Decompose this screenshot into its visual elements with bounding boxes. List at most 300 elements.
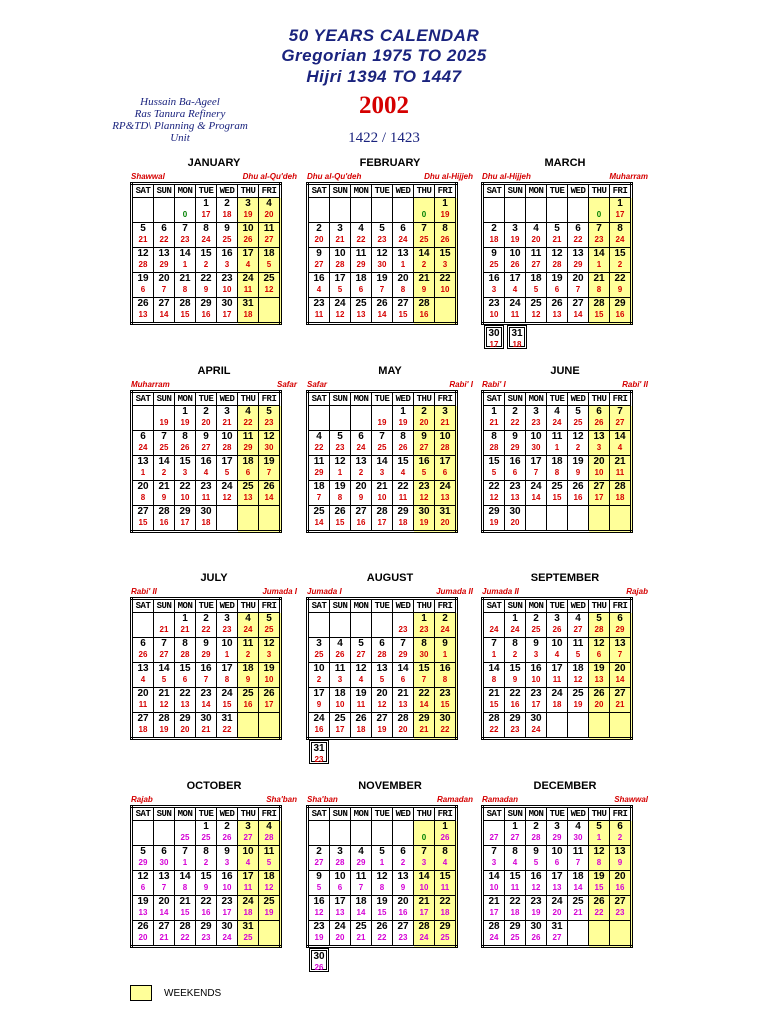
gregorian-day [610, 921, 630, 933]
gregorian-day [309, 198, 329, 210]
hijri-day: 1 [596, 260, 602, 269]
day-cell [330, 613, 351, 638]
gregorian-day: 27 [137, 506, 149, 517]
hijri-day: 21 [222, 418, 232, 427]
hijri-day: 23 [377, 235, 387, 244]
day-cell [175, 481, 196, 506]
day-cell [351, 298, 372, 324]
day-cell [505, 613, 526, 638]
weekday-header: SAT [308, 392, 330, 406]
hijri-day: 11 [510, 883, 520, 892]
gregorian-day: 19 [137, 273, 149, 284]
day-cell [610, 298, 632, 324]
hijri-day: 26 [440, 833, 450, 842]
day-cell [259, 871, 281, 896]
gregorian-day [309, 406, 329, 418]
hijri-day: 28 [180, 650, 190, 659]
gregorian-day: 10 [221, 431, 233, 442]
day-cell [568, 406, 589, 431]
gregorian-day: 16 [200, 663, 212, 674]
gregorian-day: 2 [491, 223, 497, 234]
gregorian-day [372, 821, 392, 833]
gregorian-day: 2 [512, 406, 518, 417]
gregorian-day: 2 [421, 406, 427, 417]
day-cell [217, 506, 238, 532]
hijri-day: 5 [575, 650, 581, 659]
hijri-day: 16 [243, 700, 253, 709]
month-name: APRIL [197, 365, 231, 377]
day-cell [568, 248, 589, 273]
weekday-header: FRI [259, 807, 281, 821]
gregorian-day: 6 [358, 431, 364, 442]
day-cell [238, 198, 259, 223]
hijri-day [393, 210, 413, 220]
hijri-day: 17 [531, 700, 541, 709]
gregorian-day: 21 [593, 273, 605, 284]
day-cell [610, 846, 632, 871]
gregorian-day: 15 [200, 248, 212, 259]
hijri-day: 23 [180, 235, 190, 244]
weekday-header: THU [238, 392, 259, 406]
hijri-day [133, 625, 153, 635]
gregorian-day: 30 [221, 298, 233, 309]
hijri-day: 25 [419, 235, 429, 244]
day-cell [196, 846, 217, 871]
hijri-month-names [130, 171, 298, 182]
hijri-day: 4 [316, 285, 322, 294]
hijri-day: 3 [596, 443, 602, 452]
hijri-day: 4 [203, 468, 209, 477]
day-cell [589, 298, 610, 324]
day-cell [414, 846, 435, 871]
hijri-month-start: Rajab [131, 795, 153, 804]
day-cell [547, 198, 568, 223]
day-cell [547, 846, 568, 871]
weekday-header: THU [589, 184, 610, 198]
hijri-day: 8 [182, 883, 188, 892]
day-cell [610, 613, 632, 638]
day-cell [610, 821, 632, 846]
hijri-day: 11 [138, 700, 148, 709]
hijri-day: 21 [180, 625, 190, 634]
day-cell [217, 663, 238, 688]
day-cell [330, 431, 351, 456]
hijri-day: 24 [419, 933, 429, 942]
day-cell [393, 613, 414, 638]
day-cell [175, 663, 196, 688]
gregorian-day: 22 [200, 896, 212, 907]
hijri-day: 2 [203, 260, 209, 269]
day-cell [483, 431, 505, 456]
gregorian-day: 2 [533, 821, 539, 832]
hijri-day: 22 [201, 625, 211, 634]
day-cell [547, 456, 568, 481]
day-cell [435, 663, 457, 688]
hijri-month-names [306, 379, 474, 390]
day-cell [526, 223, 547, 248]
hijri-day: 14 [356, 908, 366, 917]
hijri-day [217, 518, 237, 528]
day-cell [589, 248, 610, 273]
hijri-day: 29 [552, 833, 562, 842]
gregorian-day: 18 [242, 456, 254, 467]
gregorian-day: 3 [224, 613, 230, 624]
hijri-day: 15 [594, 883, 604, 892]
day-cell [505, 506, 526, 532]
hijri-day [547, 210, 567, 220]
gregorian-day: 10 [242, 223, 254, 234]
hijri-day: 24 [201, 235, 211, 244]
gregorian-day: 10 [551, 638, 563, 649]
day-cell [568, 431, 589, 456]
hijri-month-end: Safar [276, 380, 297, 389]
day-cell [414, 506, 435, 532]
weekday-header: FRI [610, 184, 632, 198]
day-cell [372, 298, 393, 324]
gregorian-day: 29 [509, 921, 521, 932]
hijri-day: 7 [575, 858, 581, 867]
hijri-day [330, 833, 350, 843]
hijri-day: 15 [138, 518, 148, 527]
gregorian-day: 21 [397, 688, 409, 699]
day-cell [351, 663, 372, 688]
weekday-header: TUE [547, 392, 568, 406]
hijri-day: 12 [159, 700, 169, 709]
gregorian-day [259, 713, 279, 725]
day-cell [330, 456, 351, 481]
weekday-header: SUN [505, 184, 526, 198]
day-cell [238, 406, 259, 431]
gregorian-day: 13 [572, 248, 584, 259]
day-cell [526, 481, 547, 506]
hijri-day [610, 725, 630, 735]
gregorian-day [330, 821, 350, 833]
gregorian-day: 12 [137, 248, 149, 259]
gregorian-day [568, 198, 588, 210]
day-cell [217, 298, 238, 324]
day-cell [351, 846, 372, 871]
gregorian-day: 28 [158, 506, 170, 517]
gregorian-day: 10 [530, 431, 542, 442]
day-cell [414, 198, 435, 223]
hijri-month-start: Jumada I [307, 587, 342, 596]
gregorian-day [217, 506, 237, 518]
day-cell [526, 273, 547, 298]
hijri-day: 13 [335, 908, 345, 917]
gregorian-day: 22 [614, 273, 626, 284]
gregorian-day [259, 298, 279, 310]
day-cell [154, 896, 175, 921]
hijri-day: 18 [356, 725, 366, 734]
gregorian-day: 11 [242, 638, 254, 649]
day-cell [435, 688, 457, 713]
day-cell [610, 481, 632, 506]
gregorian-day: 28 [376, 506, 388, 517]
hijri-day [259, 725, 279, 735]
day-cell [238, 298, 259, 324]
hijri-day: 25 [201, 833, 211, 842]
day-cell [154, 198, 175, 223]
gregorian-day: 14 [488, 871, 500, 882]
hijri-day: 6 [400, 675, 406, 684]
gregorian-day: 16 [488, 273, 500, 284]
hijri-day: 21 [440, 418, 450, 427]
gregorian-day: 20 [137, 481, 149, 492]
gregorian-day: 11 [313, 456, 325, 467]
hijri-day: 1 [182, 858, 188, 867]
day-cell [175, 248, 196, 273]
day-cell [259, 298, 281, 324]
gregorian-day: 28 [488, 921, 500, 932]
weekday-header: TUE [372, 807, 393, 821]
weekday-header: FRI [259, 392, 281, 406]
day-cell [526, 713, 547, 739]
hijri-day: 19 [489, 518, 499, 527]
hijri-month-names [306, 794, 474, 805]
day-cell [132, 713, 154, 739]
day-cell [308, 198, 330, 223]
gregorian-day: 8 [182, 638, 188, 649]
gregorian-day: 20 [614, 663, 626, 674]
gregorian-day: 12 [263, 638, 275, 649]
weekday-header: SAT [132, 599, 154, 613]
gregorian-day: 30 [530, 713, 542, 724]
gregorian-day: 3 [245, 821, 251, 832]
author-line: Unit [170, 132, 190, 144]
hijri-day: 22 [356, 235, 366, 244]
hijri-day [309, 625, 329, 635]
gregorian-day: 12 [551, 248, 563, 259]
gregorian-day: 24 [221, 688, 233, 699]
day-cell [372, 871, 393, 896]
day-cell [132, 921, 154, 947]
hijri-day: 13 [594, 675, 604, 684]
day-cell [589, 613, 610, 638]
gregorian-day: 25 [551, 481, 563, 492]
day-cell [414, 456, 435, 481]
hijri-day: 24 [615, 235, 625, 244]
hijri-day: 26 [180, 443, 190, 452]
weekday-header: TUE [372, 392, 393, 406]
gregorian-day: 9 [316, 871, 322, 882]
gregorian-day: 19 [593, 663, 605, 674]
gregorian-day: 24 [551, 896, 563, 907]
day-cell [372, 273, 393, 298]
month-table [130, 390, 282, 533]
hijri-day: 28 [552, 260, 562, 269]
hijri-month-end: Dhu al-Hijjeh [424, 172, 473, 181]
gregorian-day: 13 [376, 663, 388, 674]
hijri-day: 26 [243, 235, 253, 244]
hijri-day: 24 [222, 933, 232, 942]
day-cell [154, 613, 175, 638]
day-cell [154, 431, 175, 456]
day-cell [372, 456, 393, 481]
gregorian-day: 9 [224, 223, 230, 234]
gregorian-day: 8 [421, 638, 427, 649]
day-cell [351, 896, 372, 921]
hijri-years: 1422 / 1423 [348, 130, 420, 146]
gregorian-day: 24 [439, 481, 451, 492]
day-cell [483, 406, 505, 431]
gregorian-day: 28 [593, 298, 605, 309]
hijri-month-names [130, 586, 298, 597]
weekday-header: FRI [435, 807, 457, 821]
gregorian-day: 9 [203, 638, 209, 649]
hijri-month-start: Rabi' II [131, 587, 157, 596]
day-cell [175, 871, 196, 896]
gregorian-day: 4 [266, 198, 272, 209]
day-cell [372, 896, 393, 921]
day-cell [547, 871, 568, 896]
hijri-day: 20 [314, 235, 324, 244]
day-cell [526, 431, 547, 456]
gregorian-day [484, 821, 504, 833]
day-cell [483, 248, 505, 273]
hijri-day [351, 625, 371, 635]
day-cell [414, 688, 435, 713]
hijri-day: 14 [201, 700, 211, 709]
hijri-month-end: Dhu al-Qu'deh [242, 172, 297, 181]
gregorian-day: 2 [316, 223, 322, 234]
weekday-header: TUE [372, 184, 393, 198]
hijri-day: 10 [180, 493, 190, 502]
weekday-header: WED [393, 807, 414, 821]
title-line-3: Hijri 1394 TO 1447 [306, 67, 462, 86]
hijri-day: 5 [266, 260, 272, 269]
hijri-month-end: Rabi' I [449, 380, 473, 389]
day-cell [414, 406, 435, 431]
hijri-day: 2 [512, 650, 518, 659]
hijri-day: 27 [489, 833, 499, 842]
hijri-day: 12 [531, 883, 541, 892]
author-line: Hussain Ba-Ageel [140, 96, 220, 108]
gregorian-day: 24 [242, 273, 254, 284]
hijri-day: 6 [337, 883, 343, 892]
gregorian-day: 2 [224, 821, 230, 832]
day-cell [132, 298, 154, 324]
day-cell [238, 871, 259, 896]
hijri-day [568, 518, 588, 528]
hijri-day: 22 [180, 933, 190, 942]
gregorian-day: 14 [179, 248, 191, 259]
gregorian-day [133, 821, 153, 833]
weekday-header: THU [414, 184, 435, 198]
overflow-day [484, 325, 504, 349]
hijri-day [610, 933, 630, 943]
hijri-day: 24 [440, 625, 450, 634]
day-cell [589, 431, 610, 456]
day-cell [589, 506, 610, 532]
day-cell [259, 248, 281, 273]
gregorian-day: 21 [179, 273, 191, 284]
day-cell [351, 821, 372, 846]
hijri-month-end: Rabi' II [622, 380, 648, 389]
hijri-day: 3 [491, 285, 497, 294]
day-cell [351, 431, 372, 456]
month-table [130, 805, 282, 948]
day-cell [351, 273, 372, 298]
hijri-day: 28 [440, 443, 450, 452]
day-cell [547, 506, 568, 532]
hijri-day: 24 [138, 443, 148, 452]
weekday-header: TUE [196, 392, 217, 406]
weekday-header: MON [351, 392, 372, 406]
month-june [481, 365, 649, 533]
gregorian-day: 23 [221, 273, 233, 284]
day-cell [175, 273, 196, 298]
gregorian-day: 13 [137, 456, 149, 467]
day-cell [414, 248, 435, 273]
hijri-day [547, 725, 567, 735]
day-cell [132, 506, 154, 532]
hijri-day: 13 [510, 493, 520, 502]
weekday-header: FRI [435, 392, 457, 406]
gregorian-day: 9 [533, 638, 539, 649]
gregorian-day: 28 [418, 298, 430, 309]
day-cell [238, 663, 259, 688]
gregorian-day [351, 821, 371, 833]
day-cell [505, 198, 526, 223]
gregorian-day [309, 821, 329, 833]
day-cell [393, 406, 414, 431]
hijri-day: 16 [510, 700, 520, 709]
gregorian-day: 8 [203, 223, 209, 234]
day-cell [435, 638, 457, 663]
gregorian-day: 1 [491, 406, 497, 417]
month-march [481, 157, 649, 349]
hijri-day: 6 [596, 650, 602, 659]
weekday-header: MON [351, 599, 372, 613]
hijri-day: 29 [356, 858, 366, 867]
weekday-header: FRI [259, 184, 281, 198]
hijri-day [568, 725, 588, 735]
hijri-day [351, 833, 371, 843]
weekday-header: MON [526, 599, 547, 613]
day-cell [196, 713, 217, 739]
day-cell [175, 896, 196, 921]
hijri-day: 3 [337, 675, 343, 684]
month-october [130, 780, 298, 948]
hijri-day: 4 [512, 858, 518, 867]
gregorian-day [330, 198, 350, 210]
hijri-day [259, 310, 279, 320]
gregorian-day: 30 [200, 506, 212, 517]
gregorian-day: 15 [439, 871, 451, 882]
day-cell [308, 921, 330, 947]
weekday-header: THU [414, 807, 435, 821]
hijri-day: 2 [203, 858, 209, 867]
day-cell [526, 638, 547, 663]
gregorian-day: 21 [376, 481, 388, 492]
day-cell [610, 223, 632, 248]
weekday-header: MON [175, 184, 196, 198]
day-cell [132, 406, 154, 431]
day-cell [435, 456, 457, 481]
day-cell [308, 688, 330, 713]
gregorian-day: 11 [530, 248, 542, 259]
gregorian-day: 6 [379, 638, 385, 649]
hijri-day: 11 [510, 310, 520, 319]
day-cell [414, 273, 435, 298]
day-cell [175, 406, 196, 431]
day-cell [259, 896, 281, 921]
gregorian-day: 30 [221, 921, 233, 932]
hijri-day: 27 [314, 260, 324, 269]
gregorian-day: 30 [418, 506, 430, 517]
hijri-day: 19 [440, 210, 450, 219]
day-cell [308, 896, 330, 921]
